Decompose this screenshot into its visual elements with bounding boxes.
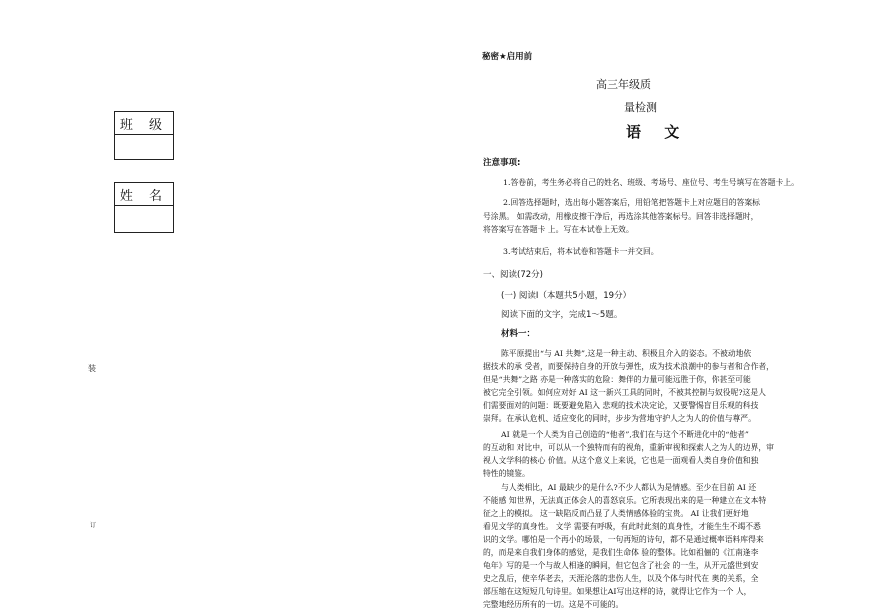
passage-line: 们需要面对的问题：既要避免陷入 悲观的技术决定论，又要警惕盲目乐观的科技 [483,401,759,410]
passage-line: 视人文学科的核心 价值。从这个意义上来说，它也是一面观看人类自身价值和独 [483,456,759,465]
notice-item-3: 3.考试结束后，将本试卷和答题卡一并交回。 [503,247,659,256]
passage-paragraph-2 [483,428,774,480]
notice-heading: 注意事项: [483,158,521,168]
passage-paragraph-3 [483,481,766,611]
notice-item-2-line3: 将答案写在答题卡 上。写在本试卷上无效。 [483,225,634,234]
reading-instruction: 阅读下面的文字，完成1～5题。 [501,310,623,320]
seal-char-zhuang: 装 [88,364,96,373]
passage-line: 看见文学的真身性。 文学 需要有呼吸，有此时此刻的真身性，才能生生不竭不悉 [483,522,761,531]
passage-line: 与人类相比，AI 最缺少的是什么?不少人都认为是情感。至少在目前 AI 还 [501,483,757,492]
passage-line: 的，而是来自我们身体的感觉，是我们生命体 验的整体。比如祖俪的《江南逢李 [483,548,759,557]
notice-item-2-line1: 2.回答选择题时，选出每小题答案后，用铅笔把答题卡上对应题目的答案标 [503,198,760,207]
passage-line: 被它完全引领。如何应对好 AI 这一新兴工具的同时，不被其控制与奴役呢?这是人 [483,388,766,397]
notice-item-2-line2: 号涂黑。 如需改动，用橡皮擦干净后，再选涂其他答案标号。回答非选择题时， [483,212,759,221]
exam-title-line2: 量检测 [624,101,657,114]
exam-title-line1: 高三年级质 [596,78,651,91]
class-label: 班 级 [115,112,173,135]
passage-line: 龟年》写的是一个与故人相逢的瞬间，但它包含了社会 的一生，从开元盛世到安 [483,561,759,570]
material-one-label: 材料一： [501,329,536,339]
passage-line: 完整地经历所有的一切。这是不可能的。 [483,600,624,609]
notice-item-1: 1.答卷前，考生务必将自己的姓名、班级、考场号、座位号、考生号填写在答题卡上。 [503,178,799,187]
passage-line: 征之上的模拟。 这一缺陷反而凸显了人类情感体验的宝贵。 AI 让我们更好地 [483,509,749,518]
class-box [114,111,174,160]
passage-line: 据技术的承 受者，而要保持自身的开放与弹性，成为技术浪潮中的参与者和合作者， [483,362,774,371]
passage-line: 史之乱后，使辛华老去，天涯沦落的悲伤人生，以及个体与时代在 奥的关系，全 [483,574,759,583]
passage-line: 但是“共舞”之路 亦是一种落实的危险：舞伴的力量可能远胜于你，你甚至可能 [483,375,751,384]
subject-title: 语 文 [626,123,689,141]
passage-line: 的互动和 对比中，可以从一个独特而有的视角，重新审视和探索人之为人的边界，审 [483,443,774,452]
passage-line: 识的文学。哪怕是一个再小的场景，一句再短的诗句，都不是通过概率语料库得来 [483,535,764,544]
passage-line: 部压缩在这短短几句诗里。如果想让AI写出这样的诗，就得让它作为一个 人， [483,587,752,596]
passage-paragraph-1 [483,347,774,425]
passage-line: 陈平原提出“与 AI 共舞”,这是一种主动、积极且介入的姿态。不被动地依 [501,349,752,358]
confidential-mark: 秘密★启用前 [482,52,533,62]
passage-line: 不能感 知世界，无法真正体会人的喜怒哀乐。它所表现出来的是一种建立在文本特 [483,496,767,505]
name-label: 姓 名 [115,183,173,206]
passage-line: AI 就是一个人类为自己创造的“他者”,我们在与这个不断进化中的“他者” [501,430,749,439]
passage-line: 特性的镜鉴。 [483,469,530,478]
reading-one-heading: (一) 阅读I（本题共5小题，19分） [501,291,632,301]
part-one-heading: 一、阅读(72分) [483,270,543,280]
passage-line: 崇拜。在承认危机、适应变化的同时，步步为营地守护人之为人的价值与尊严。 [483,414,756,423]
seal-char-ding: 订 [90,522,97,529]
name-box [114,182,174,233]
